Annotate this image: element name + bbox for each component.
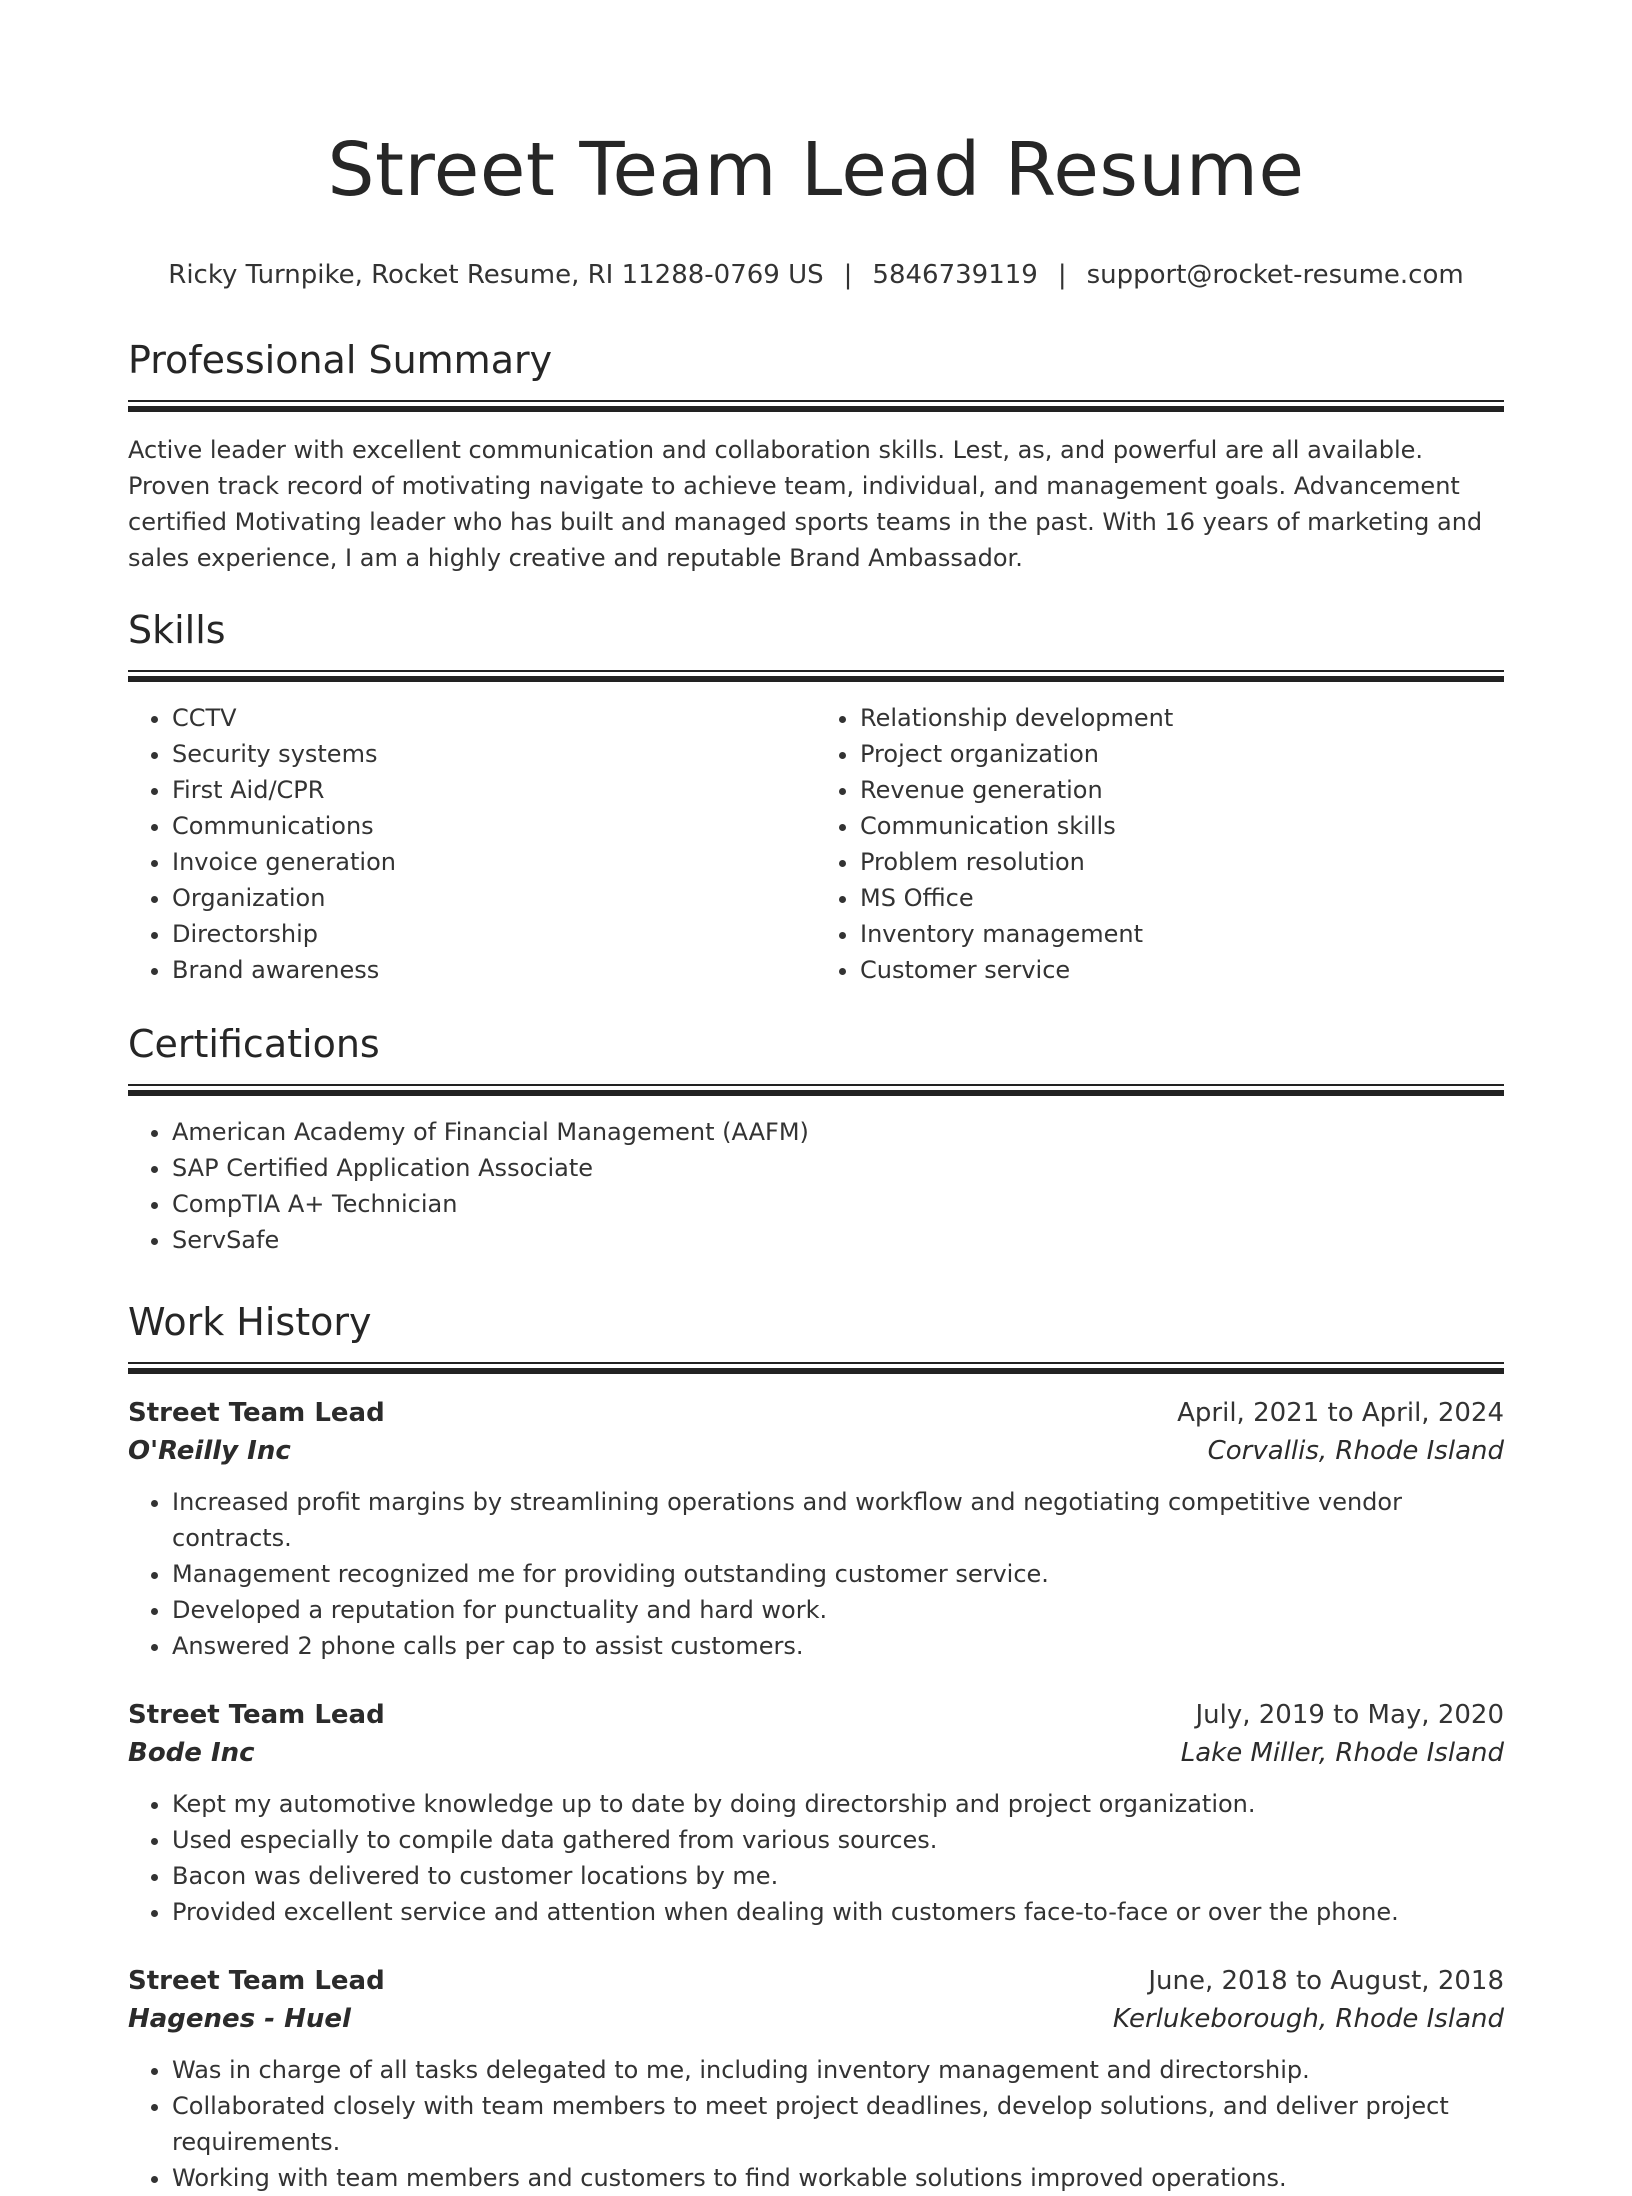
skill-item: • Problem resolution bbox=[860, 844, 1504, 880]
job-bullet: • Answered 2 phone calls per cap to assist customers. bbox=[172, 1628, 1504, 1664]
job-subheader bbox=[128, 1734, 1504, 1772]
skill-item: • Inventory management bbox=[860, 916, 1504, 952]
certification-item: • ServSafe bbox=[172, 1222, 1504, 1258]
job-entry bbox=[128, 1696, 1504, 1930]
summary-text: Active leader with excellent communication and collaboration skills. Lest, as, and powerful are all available. Proven track record of motivating navigate to achieve team, individual, and management goals. Advancement certified Motivating leader who has built and managed sports teams in the past. With 16 years of marketing and sales experience, I am a highly creative and reputable Brand Ambassador. bbox=[128, 436, 1483, 572]
job-dates: July, 2019 to May, 2020 bbox=[1195, 1700, 1504, 1730]
job-bullet: • Provided excellent service and attention when dealing with customers face-to-face or over the phone. bbox=[172, 1894, 1504, 1930]
certifications-heading: Certifications bbox=[128, 1022, 380, 1066]
job-header bbox=[128, 1696, 1504, 1734]
job-dates: June, 2018 to August, 2018 bbox=[1148, 1966, 1504, 1996]
contact-separator: | bbox=[843, 260, 853, 290]
skill-item: • Security systems bbox=[172, 736, 816, 772]
job-header bbox=[128, 1394, 1504, 1432]
job-bullets bbox=[128, 2052, 1504, 2196]
job-location: Lake Miller, Rhode Island bbox=[1180, 1738, 1504, 1768]
section-divider bbox=[128, 400, 1504, 414]
job-bullet: • Working with team members and customers to find workable solutions improved operations. bbox=[172, 2160, 1504, 2196]
job-bullet: • Increased profit margins by streamlining operations and workflow and negotiating competitive vendor contracts. bbox=[172, 1484, 1504, 1556]
summary-heading: Professional Summary bbox=[128, 338, 553, 382]
work-history-heading: Work History bbox=[128, 1300, 372, 1344]
skill-item: • Project organization bbox=[860, 736, 1504, 772]
certification-item: • SAP Certified Application Associate bbox=[172, 1150, 1504, 1186]
skill-item: • Organization bbox=[172, 880, 816, 916]
summary-section bbox=[128, 336, 1504, 576]
job-subheader bbox=[128, 1432, 1504, 1470]
job-entry bbox=[128, 1962, 1504, 2196]
certification-item: • CompTIA A+ Technician bbox=[172, 1186, 1504, 1222]
job-location: Corvallis, Rhode Island bbox=[1207, 1436, 1504, 1466]
skill-item: • Directorship bbox=[172, 916, 816, 952]
resume-title: Street Team Lead Resume bbox=[327, 127, 1305, 213]
skill-item: • Communications bbox=[172, 808, 816, 844]
contact-phone: 5846739119 bbox=[872, 260, 1038, 290]
section-divider bbox=[128, 1362, 1504, 1376]
job-location: Kerlukeborough, Rhode Island bbox=[1112, 2004, 1504, 2034]
contact-email: support@rocket-resume.com bbox=[1086, 260, 1464, 290]
job-company: Hagenes - Huel bbox=[128, 2004, 351, 2034]
section-divider bbox=[128, 1084, 1504, 1098]
contact-separator: | bbox=[1057, 260, 1067, 290]
skills-section bbox=[128, 606, 1504, 988]
section-divider bbox=[128, 670, 1504, 684]
job-title: Street Team Lead bbox=[128, 1700, 385, 1730]
job-subheader bbox=[128, 2000, 1504, 2038]
certification-item: • American Academy of Financial Management (AAFM) bbox=[172, 1114, 1504, 1150]
skill-item: • MS Office bbox=[860, 880, 1504, 916]
work-history-section bbox=[128, 1298, 1504, 2196]
job-entry bbox=[128, 1394, 1504, 1664]
certifications-list bbox=[128, 1114, 1504, 1258]
skill-item: • Invoice generation bbox=[172, 844, 816, 880]
job-bullet: • Used especially to compile data gathered from various sources. bbox=[172, 1822, 1504, 1858]
skills-grid bbox=[128, 700, 1504, 988]
skills-heading: Skills bbox=[128, 608, 226, 652]
job-bullet: • Was in charge of all tasks delegated to me, including inventory management and directorship. bbox=[172, 2052, 1504, 2088]
job-bullet: • Collaborated closely with team members to meet project deadlines, develop solutions, and deliver project requirements. bbox=[172, 2088, 1504, 2160]
skill-item: • CCTV bbox=[172, 700, 816, 736]
skill-item: • Relationship development bbox=[860, 700, 1504, 736]
job-bullet: • Developed a reputation for punctuality and hard work. bbox=[172, 1592, 1504, 1628]
skills-list-right bbox=[816, 700, 1504, 988]
skills-list-left bbox=[128, 700, 816, 988]
certifications-section bbox=[128, 1020, 1504, 1258]
contact-address: Ricky Turnpike, Rocket Resume, RI 11288-0769 US bbox=[168, 260, 824, 290]
skill-item: • Communication skills bbox=[860, 808, 1504, 844]
job-bullet: • Management recognized me for providing outstanding customer service. bbox=[172, 1556, 1504, 1592]
contact-line bbox=[128, 258, 1504, 292]
job-company: Bode Inc bbox=[128, 1738, 255, 1768]
skill-item: • Brand awareness bbox=[172, 952, 816, 988]
job-header bbox=[128, 1962, 1504, 2000]
job-company: O'Reilly Inc bbox=[128, 1436, 291, 1466]
skill-item: • First Aid/CPR bbox=[172, 772, 816, 808]
job-title: Street Team Lead bbox=[128, 1966, 385, 1996]
skill-item: • Revenue generation bbox=[860, 772, 1504, 808]
job-bullets bbox=[128, 1786, 1504, 1930]
job-bullet: • Kept my automotive knowledge up to date by doing directorship and project organization. bbox=[172, 1786, 1504, 1822]
job-bullets bbox=[128, 1484, 1504, 1664]
job-bullet: • Bacon was delivered to customer locations by me. bbox=[172, 1858, 1504, 1894]
skill-item: • Customer service bbox=[860, 952, 1504, 988]
job-title: Street Team Lead bbox=[128, 1398, 385, 1428]
job-dates: April, 2021 to April, 2024 bbox=[1177, 1398, 1504, 1428]
